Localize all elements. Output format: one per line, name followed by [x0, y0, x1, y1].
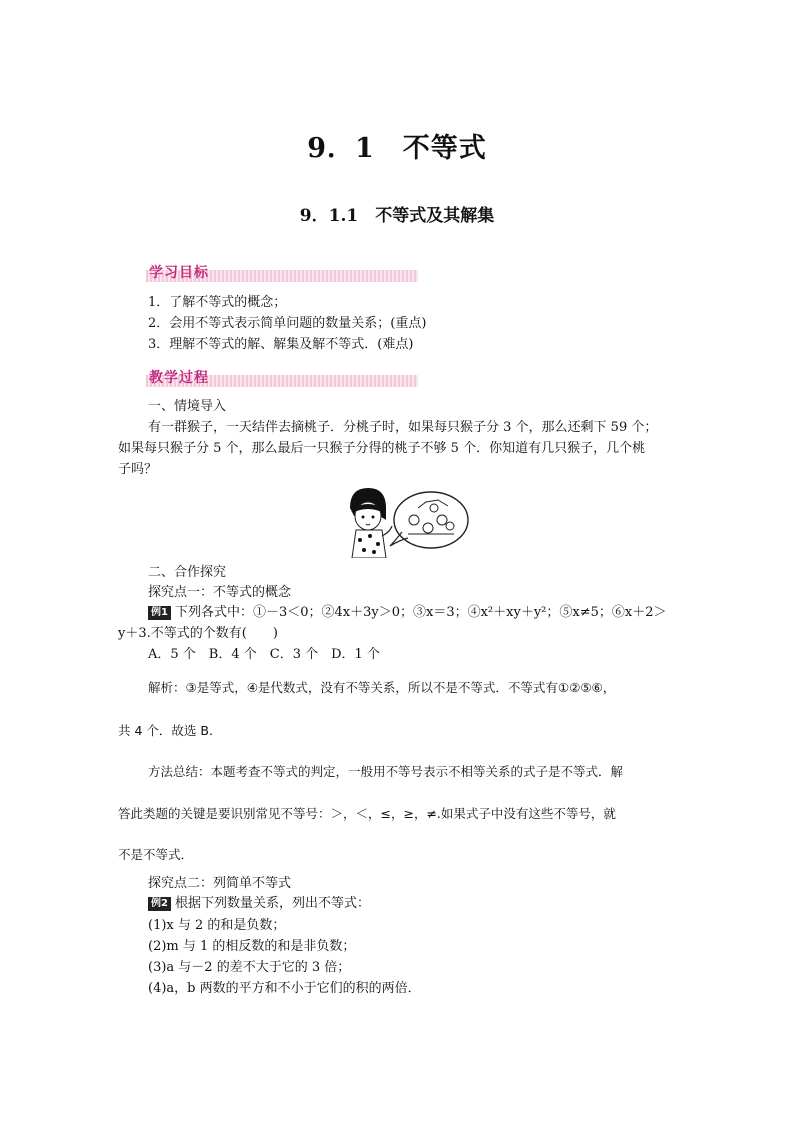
- story-line: 有一群猴子，一天结伴去摘桃子．分桃子时，如果每只猴子分 3 个，那么还剩下 59 个；: [148, 420, 658, 435]
- example2-item: (4)a，b 两数的平方和不小于它们的积的两倍．: [148, 981, 421, 996]
- section-subtitle: 9．1.1 不等式及其解集: [299, 206, 495, 226]
- example1-line: [148, 604, 666, 622]
- part1-heading: 一、情境导入: [148, 399, 227, 414]
- goal-item: 3．理解不等式的解、解集及解不等式．(难点): [148, 337, 414, 352]
- point2-heading: 探究点二：列简单不等式: [148, 876, 292, 891]
- analysis-line: 解析：③是等式，④是代数式，没有不等关系，所以不是不等式．不等式有①②⑤⑥，: [148, 680, 616, 695]
- goals-header: [146, 262, 418, 284]
- point1-heading: 探究点一：不等式的概念: [148, 585, 292, 600]
- example2-line: [148, 895, 370, 913]
- example1-text: 下列各式中：①－3＜0；②4x＋3y＞0；③x＝3；④x²＋xy＋y²；⑤x≠5；⑥x＋2＞: [174, 605, 667, 620]
- process-header: [146, 367, 418, 389]
- goal-item: 2．会用不等式表示简单问题的数量关系；(重点): [148, 316, 427, 331]
- goals-label: 学习目标: [149, 265, 209, 281]
- summary-line: 不是不等式．: [118, 847, 194, 862]
- summary-line: 方法总结：本题考查不等式的判定，一般用不等号表示不相等关系的式子是不等式．解: [148, 764, 624, 779]
- process-label: 教学过程: [149, 370, 209, 386]
- analysis-line: 共 4 个．故选 B.: [118, 723, 213, 738]
- example2-item: (3)a 与－2 的差不大于它的 3 倍；: [148, 960, 351, 975]
- example2-tag: 例2: [148, 897, 171, 911]
- example1-options: A．5 个 B．4 个 C．3 个 D．1 个: [148, 647, 380, 662]
- example1-line2: y＋3.不等式的个数有( ): [118, 626, 278, 641]
- story-line: 子吗？: [118, 462, 158, 477]
- goal-item: 1．了解不等式的概念；: [148, 295, 287, 310]
- page-title: 9．1 不等式: [307, 133, 487, 164]
- part2-heading: 二、合作探究: [148, 565, 227, 580]
- example2-item: (2)m 与 1 的相反数的和是非负数；: [148, 939, 356, 954]
- story-line: 如果每只猴子分 5 个，那么最后一只猴子分得的桃子不够 5 个．你知道有几只猴子，几个桃: [118, 441, 646, 456]
- monkey-illustration: [344, 486, 470, 558]
- example2-item: (1)x 与 2 的和是负数；: [148, 918, 286, 933]
- example2-text: 根据下列数量关系，列出不等式：: [174, 896, 370, 911]
- summary-line: 答此类题的关键是要识别常见不等号：＞，＜，≤，≥，≠.如果式子中没有这些不等号，就: [118, 806, 616, 821]
- example1-tag: 例1: [148, 606, 171, 620]
